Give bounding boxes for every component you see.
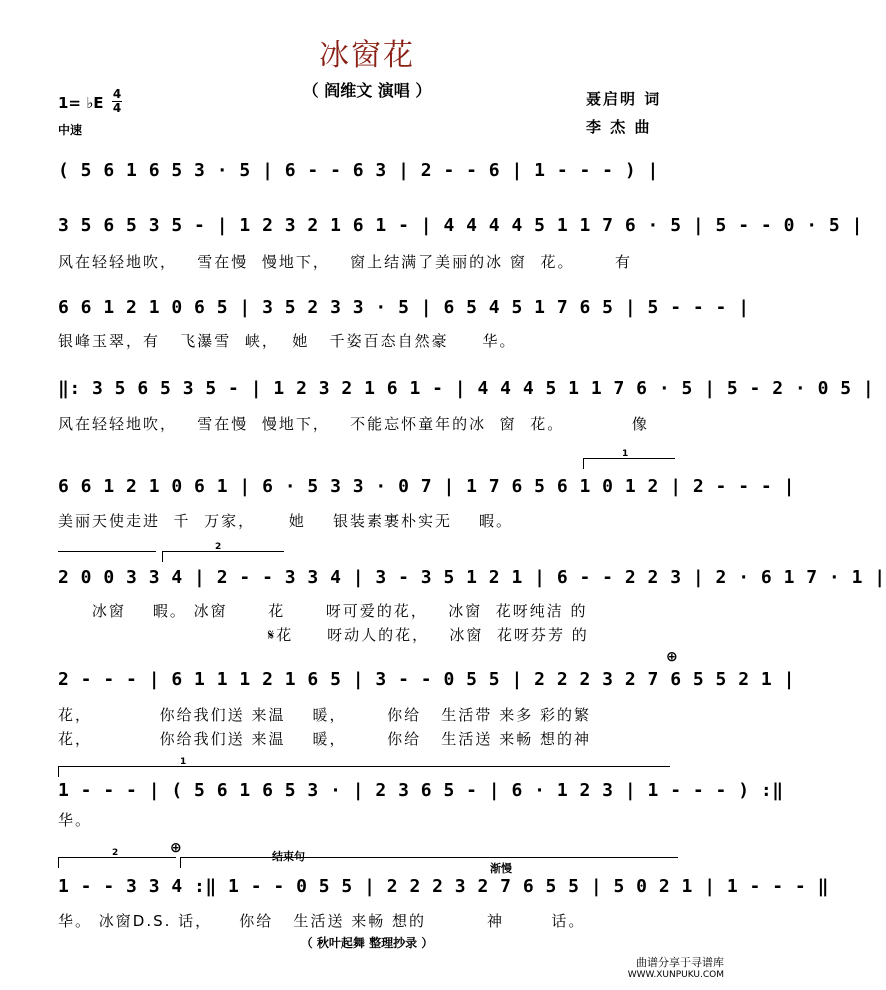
ending-label: 结束句 (272, 850, 305, 863)
volta-2-label-a: 2 (215, 542, 222, 552)
score-line-8-lyrics: 华。 (58, 811, 93, 829)
score-line-3-lyrics: 银峰玉翠，有 飞瀑雪 峡， 她 千姿百态自然豪 华。 (58, 332, 517, 350)
watermark-text: 曲谱分享于寻谱库 (636, 956, 724, 969)
score-line-7-lyrics-verse-1: 花， 你给我们送 来温 暖， 你给 生活带 来多 彩的繁 (58, 706, 591, 724)
coda-sign-icon: ⊕ (666, 649, 678, 665)
volta-1-label-a: 1 (622, 449, 629, 459)
volta-2-bracket-a (162, 551, 284, 552)
score-line-8-notes: 1 - - - | ( 5 6 1 6 5 3 · | 2 3 6 5 - | 6 · 1 2 3 | 1 - - - ) :‖ (58, 780, 784, 801)
page-title: 冰窗花 (319, 38, 415, 73)
score-line-3-notes: 6 6 1 2 1 0 6 5 | 3 5 2 3 3 · 5 | 6 5 4 5 1 7 6 5 | 5 - - - | (58, 297, 750, 318)
score-line-6-lyrics-verse-2: 𝄋花 呀动人的花， 冰窗 花呀芬芳 的 (58, 626, 589, 644)
ending-bracket (180, 857, 678, 858)
ritardando-label: 渐慢 (490, 862, 512, 875)
score-line-1-notes: ( 5 6 1 6 5 3 · 5 | 6 - - 6 3 | 2 - - 6 | 1 - - - ) | (58, 160, 659, 181)
watermark-url: WWW.XUNPUKU.COM (627, 970, 724, 980)
key-signature: 1= ♭E (58, 94, 104, 112)
volta-1-label-c: 1 (180, 757, 187, 767)
score-line-6-notes: 2 0 0 3 3 4 | 2 - - 3 3 4 | 3 - 3 5 1 2 1 | 6 - - 2 2 3 | 2 · 6 1 7 · 1 | (58, 567, 886, 588)
footer-credit: （ 秋叶起舞 整理抄录 ） (300, 936, 434, 950)
score-line-9-notes: 1 - - 3 3 4 :‖ 1 - - 0 5 5 | 2 2 2 3 2 7 6 5 5 | 5 0 2 1 | 1 - - - ‖ (58, 876, 829, 897)
score-line-2-lyrics: 风在轻轻地吹， 雪在慢 慢地下， 窗上结满了美丽的冰 窗 花。 有 (58, 253, 633, 271)
composer-credit: 李 杰 曲 (586, 118, 652, 136)
score-line-4-lyrics: 风在轻轻地吹， 雪在慢 慢地下， 不能忘怀童年的冰 窗 花。 像 (58, 415, 649, 433)
score-line-5-notes: 6 6 1 2 1 0 6 1 | 6 · 5 3 3 · 0 7 | 1 7 6 5 6 1 0 1 2 | 2 - - - | (58, 476, 795, 497)
watermark (628, 956, 724, 982)
lyricist-credit: 聂启明 词 (586, 90, 662, 108)
volta-1-bracket-b (58, 551, 156, 552)
time-signature (112, 88, 122, 115)
score-line-4-notes: ‖: 3 5 6 5 3 5 - | 1 2 3 2 1 6 1 - | 4 4 4 5 1 1 7 6 · 5 | 5 - 2 · 0 5 | (58, 378, 875, 399)
coda-sign-icon-2: ⊕ (170, 840, 182, 856)
tempo-marking: 中速 (58, 123, 83, 137)
time-bottom: 4 (112, 101, 122, 115)
singer-subtitle: （ 阎维文 演唱 ） (302, 81, 432, 100)
time-top: 4 (112, 87, 122, 101)
score-line-6-lyrics-verse-1: 冰窗 暇。 冰窗 花 呀可爱的花， 冰窗 花呀纯洁 的 (58, 602, 588, 620)
volta-2-label-b: 2 (112, 848, 119, 858)
score-line-7-notes: 2 - - - | 6 1 1 1 2 1 6 5 | 3 - - 0 5 5 | 2 2 2 3 2 7 6 5 5 2 1 | (58, 669, 795, 690)
score-line-7-lyrics-verse-2: 花， 你给我们送 来温 暖， 你给 生活送 来畅 想的神 (58, 730, 591, 748)
score-line-9-lyrics: 华。 冰窗D.S. 话， 你给 生活送 来畅 想的 神 话。 (58, 912, 586, 930)
score-line-2-notes: 3 5 6 5 3 5 - | 1 2 3 2 1 6 1 - | 4 4 4 4 5 1 1 7 6 · 5 | 5 - - 0 · 5 | (58, 215, 863, 236)
score-line-5-lyrics: 美丽天使走进 千 万家， 她 银装素裹朴实无 暇。 (58, 512, 514, 530)
volta-1-bracket-a (583, 458, 675, 459)
volta-1-bracket-c (58, 766, 670, 767)
